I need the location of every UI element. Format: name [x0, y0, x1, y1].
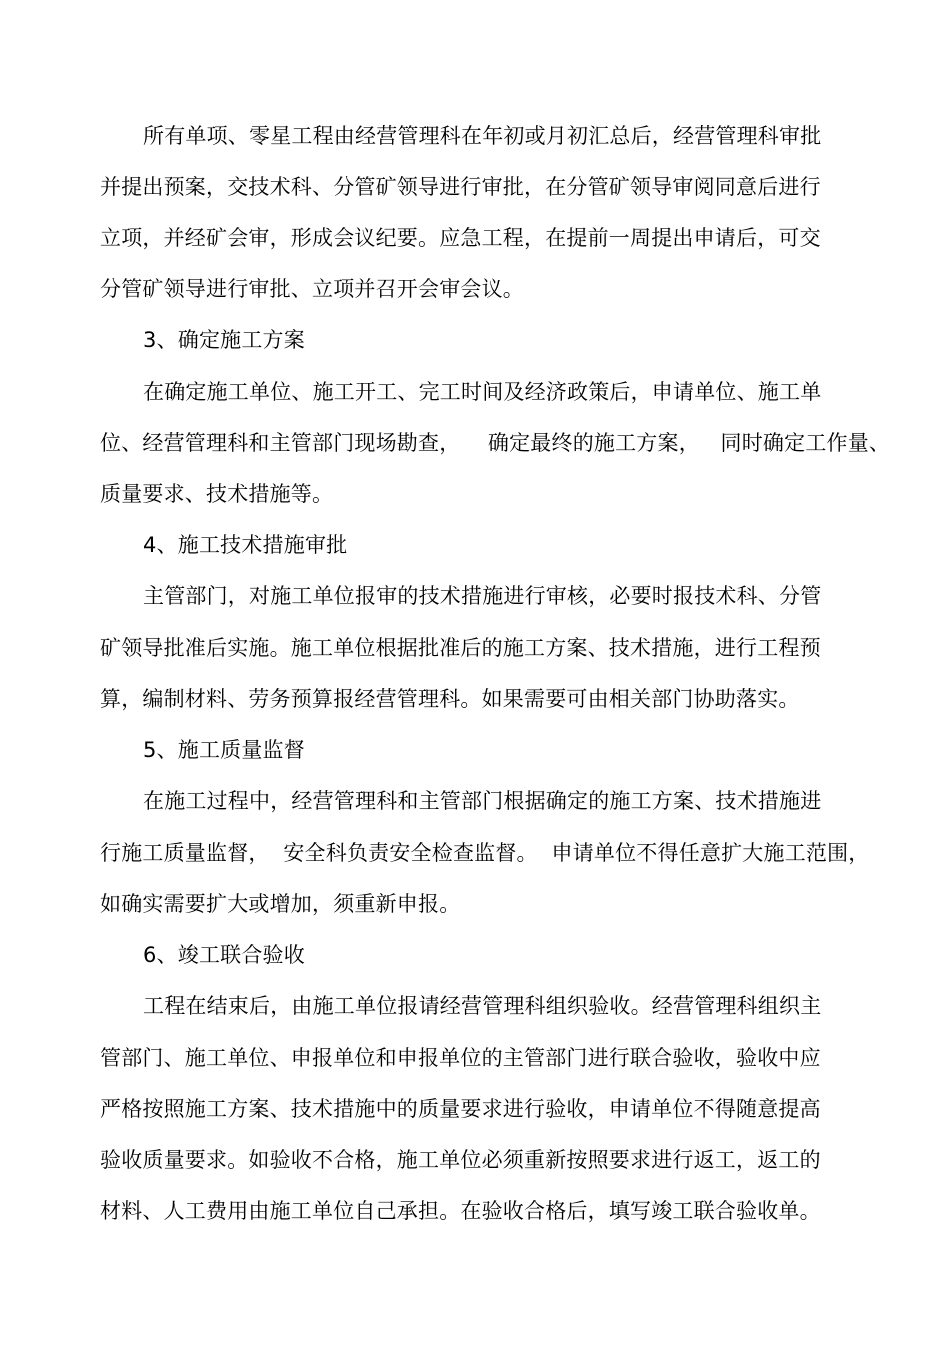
- paragraph-line: 分管矿领导进行审批、立项并召开会审会议。: [100, 277, 524, 301]
- section-heading: 5、施工质量监督: [143, 738, 305, 762]
- paragraph-line: 位、经营管理科和主管部门现场勘查， 确定最终的施工方案， 同时确定工作量、: [100, 431, 891, 455]
- paragraph-line: 验收质量要求。如验收不合格，施工单位必须重新按照要求进行返工，返工的: [100, 1148, 821, 1172]
- paragraph-line: 严格按照施工方案、技术措施中的质量要求进行验收，申请单位不得随意提高: [100, 1097, 821, 1121]
- paragraph-line: 在施工过程中，经营管理科和主管部门根据确定的施工方案、技术措施进: [143, 789, 822, 813]
- paragraph-line: 行施工质量监督， 安全科负责安全检查监督。 申请单位不得任意扩大施工范围，: [100, 841, 870, 865]
- paragraph-line: 工程在结束后，由施工单位报请经营管理科组织验收。经营管理科组织主: [143, 994, 822, 1018]
- section-heading: 6、竣工联合验收: [143, 943, 305, 967]
- paragraph-line: 所有单项、零星工程由经营管理科在年初或月初汇总后，经营管理科审批: [143, 124, 822, 148]
- paragraph-line: 在确定施工单位、施工开工、完工时间及经济政策后，申请单位、施工单: [143, 380, 822, 404]
- paragraph-line: 并提出预案，交技术科、分管矿领导进行审批，在分管矿领导审阅同意后进行: [100, 175, 821, 199]
- paragraph-line: 管部门、施工单位、申报单位和申报单位的主管部门进行联合验收，验收中应: [100, 1046, 821, 1070]
- paragraph-line: 算，编制材料、劳务预算报经营管理科。如果需要可由相关部门协助落实。: [100, 687, 800, 711]
- paragraph-line: 立项，并经矿会审，形成会议纪要。应急工程，在提前一周提出申请后，可交: [100, 226, 821, 250]
- paragraph-line: 矿领导批准后实施。施工单位根据批准后的施工方案、技术措施，进行工程预: [100, 636, 821, 660]
- paragraph-line: 如确实需要扩大或增加，须重新申报。: [100, 892, 461, 916]
- paragraph-line: 主管部门，对施工单位报审的技术措施进行审核，必要时报技术科、分管: [143, 584, 822, 608]
- paragraph-line: 材料、人工费用由施工单位自己承担。在验收合格后，填写竣工联合验收单。: [100, 1199, 821, 1223]
- section-heading: 4、施工技术措施审批: [143, 533, 348, 557]
- paragraph-line: 质量要求、技术措施等。: [100, 482, 334, 506]
- section-heading: 3、确定施工方案: [143, 328, 305, 352]
